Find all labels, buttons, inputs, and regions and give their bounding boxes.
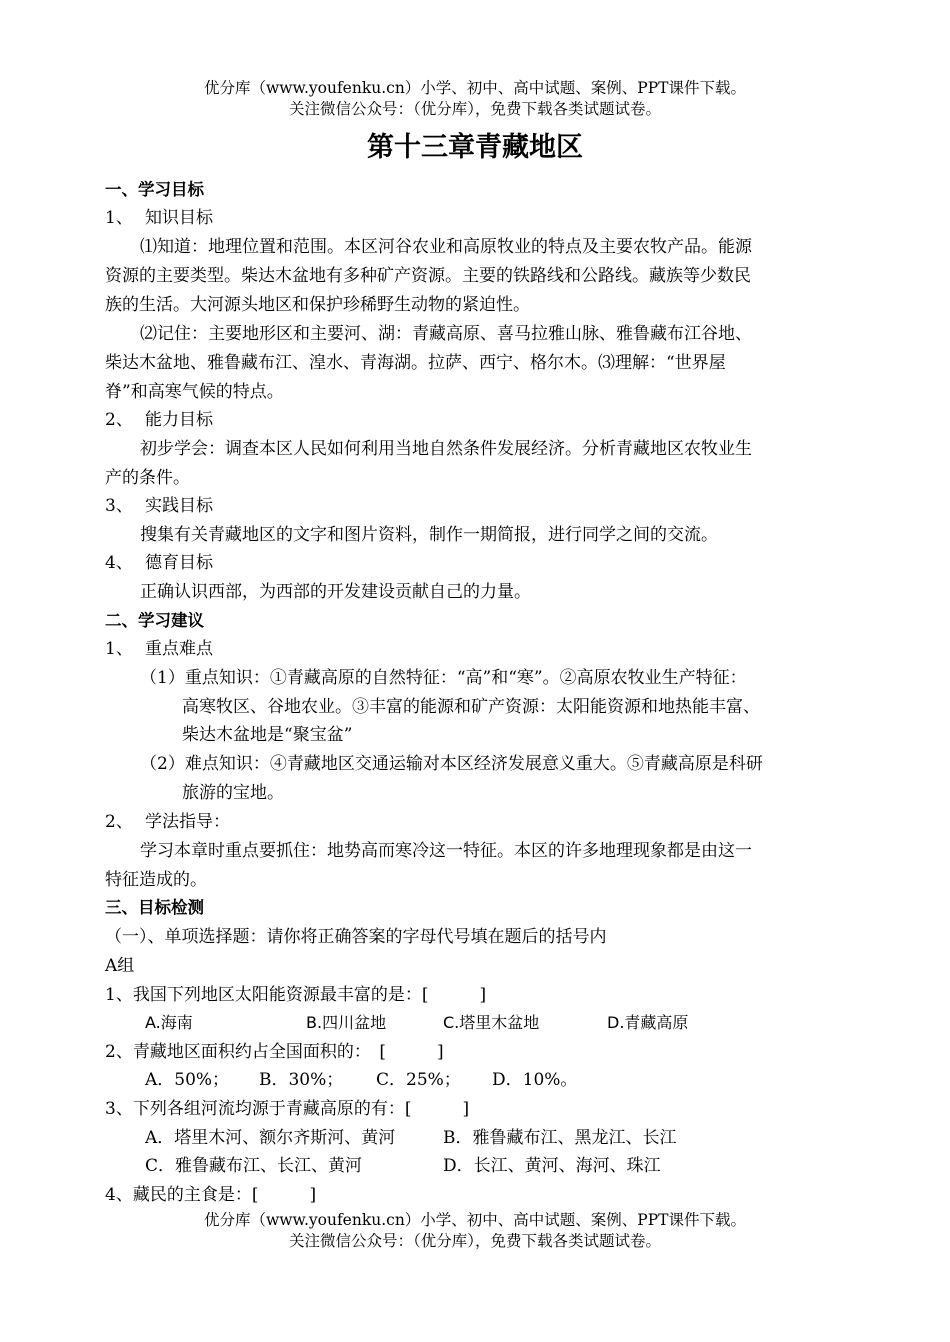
item-label: 学法指导：	[145, 812, 230, 832]
question-2: 2、青藏地区面积约占全国面积的： [ ]	[105, 1042, 444, 1062]
option: C．雅鲁藏布江、长江、黄河	[145, 1156, 363, 1176]
header-line-1: 优分库（www.youfenku.cn）小学、初中、高中试题、案例、PPT课件下载。	[203, 79, 747, 97]
footer-line-2: 关注微信公众号：（优分库），免费下载各类试题试卷。	[288, 1232, 661, 1250]
paragraph-line: 学习本章时重点要抓住：地势高而寒冷这一特征。本区的许多地理现象都是由这一	[140, 841, 752, 861]
question-group-label: A组	[105, 956, 135, 976]
footer-line-1: 优分库（www.youfenku.cn）小学、初中、高中试题、案例、PPT课件下载。	[203, 1211, 747, 1229]
paragraph-line: 初步学会：调查本区人民如何利用当地自然条件发展经济。分析青藏地区农牧业生	[140, 439, 752, 459]
paragraph-line: 柴达木盆地是“聚宝盆”	[182, 725, 353, 745]
paragraph-line: （2）难点知识：④青藏地区交通运输对本区经济发展意义重大。⑤青藏高原是科研	[140, 754, 763, 774]
paragraph-line: （1）重点知识：①青藏高原的自然特征：“高”和“寒”。②高原农牧业生产特征：	[140, 668, 747, 688]
item-label: 实践目标	[145, 496, 213, 516]
item-key-points	[105, 635, 213, 663]
paragraph-line: 正确认识西部，为西部的开发建设贡献自己的力量。	[140, 582, 531, 602]
page-title: 第十三章青藏地区	[367, 132, 583, 163]
option: B．30%；	[259, 1070, 344, 1090]
option: C.塔里木盆地	[443, 1013, 540, 1032]
paragraph-line: 族的生活。大河源头地区和保护珍稀野生动物的紧迫性。	[105, 295, 530, 315]
paragraph-line: 旅游的宝地。	[182, 783, 284, 803]
option: A．50%；	[145, 1070, 230, 1090]
paragraph-line: 脊”和高寒气候的特点。	[105, 382, 284, 402]
paragraph-line: 高寒牧区、谷地农业。③丰富的能源和矿产资源：太阳能资源和地热能丰富、	[182, 697, 760, 717]
paragraph-line: 资源的主要类型。柴达木盆地有多种矿产资源。主要的铁路线和公路线。藏族等少数民	[105, 266, 751, 286]
paragraph-line: ⑴知道：地理位置和范围。本区河谷农业和高原牧业的特点及主要农牧产品。能源	[140, 237, 752, 257]
question-4: 4、藏民的主食是：[ ]	[105, 1185, 317, 1205]
item-number: 2、	[105, 410, 133, 430]
item-label: 德育目标	[145, 553, 213, 573]
item-study-method	[105, 808, 230, 836]
option: D．10%。	[492, 1070, 578, 1090]
question-1: 1、我国下列地区太阳能资源最丰富的是：[ ]	[105, 985, 487, 1005]
section-heading-suggestions: 二、学习建议	[105, 611, 204, 630]
item-number: 1、	[105, 639, 133, 659]
option: A.海南	[145, 1013, 193, 1032]
item-ability-objective	[105, 406, 213, 434]
question-3: 3、下列各组河流均源于青藏高原的有：[ ]	[105, 1099, 470, 1119]
item-practice-objective	[105, 492, 213, 520]
option: D．长江、黄河、海河、珠江	[443, 1156, 661, 1176]
item-knowledge-objective	[105, 204, 213, 232]
option: B.四川盆地	[306, 1013, 387, 1032]
option: D.青藏高原	[607, 1013, 689, 1032]
item-label: 知识目标	[145, 208, 213, 228]
paragraph-line: 产的条件。	[105, 468, 190, 488]
item-number: 1、	[105, 208, 133, 228]
header-line-2: 关注微信公众号：（优分库），免费下载各类试题试卷。	[288, 100, 661, 118]
item-label: 重点难点	[145, 639, 213, 659]
option: A．塔里木河、额尔齐斯河、黄河	[145, 1128, 396, 1148]
item-number: 2、	[105, 812, 133, 832]
option: B．雅鲁藏布江、黑龙江、长江	[443, 1128, 677, 1148]
item-label: 能力目标	[145, 410, 213, 430]
option: C．25%；	[376, 1070, 461, 1090]
item-moral-objective	[105, 549, 213, 577]
item-number: 3、	[105, 496, 133, 516]
paragraph-line: 搜集有关青藏地区的文字和图片资料，制作一期简报，进行同学之间的交流。	[140, 525, 718, 545]
paragraph-line: 柴达木盆地、雅鲁藏布江、湟水、青海湖。拉萨、西宁、格尔木。⑶理解：“世界屋	[105, 353, 726, 373]
paragraph-line: ⑵记住：主要地形区和主要河、湖：青藏高原、喜马拉雅山脉、雅鲁藏布江谷地、	[140, 324, 752, 344]
section-heading-objectives: 一、学习目标	[105, 180, 204, 199]
section-heading-assessment: 三、目标检测	[105, 898, 204, 917]
paragraph-line: 特征造成的。	[105, 870, 207, 890]
item-number: 4、	[105, 553, 133, 573]
question-instructions: （一）、单项选择题：请你将正确答案的字母代号填在题后的括号内	[105, 927, 607, 947]
